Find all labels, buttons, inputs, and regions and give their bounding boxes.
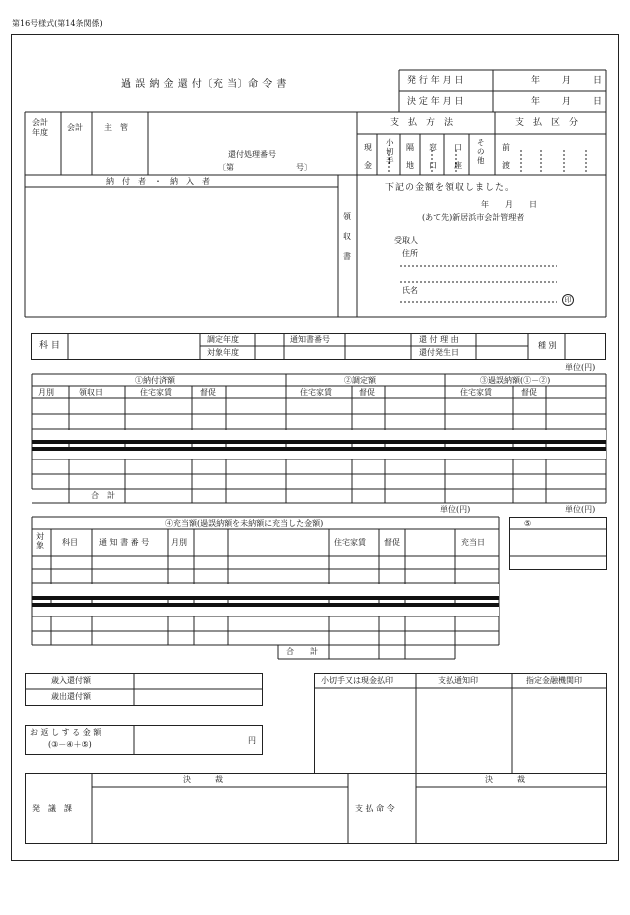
name-label: 氏名 bbox=[402, 286, 418, 295]
decision-label-2: 決 裁 bbox=[485, 775, 525, 784]
col-rent-2: 住宅家賃 bbox=[300, 388, 332, 397]
payment-category-label: 支 払 区 分 bbox=[515, 118, 579, 128]
accounting: 会計 bbox=[67, 123, 83, 132]
payment-method-label: 支 払 方 法 bbox=[390, 118, 454, 128]
refund-reason-label: 還 付 理 由 bbox=[419, 335, 459, 344]
issue-year-unit: 年 bbox=[531, 76, 541, 86]
supervisor: 主 管 bbox=[104, 123, 128, 132]
issue-day-unit: 日 bbox=[593, 76, 603, 86]
pm-window: 窓 口 bbox=[429, 143, 437, 170]
expense-refund-label: 歳出還付額 bbox=[51, 692, 91, 701]
unit-label-3: 単位(円) bbox=[565, 505, 596, 514]
decision-label-1: 決 裁 bbox=[183, 775, 223, 784]
refund-no-open: 〔第 bbox=[218, 163, 234, 172]
total-label-1: 合 計 bbox=[91, 491, 115, 500]
recipient-label: 受取人 bbox=[394, 236, 418, 245]
payment-notice-seal-label: 支払通知印 bbox=[438, 676, 478, 685]
receipt-text: 下記の金額を領収しました。 bbox=[385, 183, 516, 193]
accounting-year: 会計年度 bbox=[32, 118, 48, 137]
refund-no-close: 号〕 bbox=[296, 163, 312, 172]
issue-date-label: 発 行 年 月 日 bbox=[407, 76, 464, 86]
pm-account: 口 座 bbox=[454, 143, 462, 170]
bank-seal-label: 指定金融機関印 bbox=[526, 676, 582, 685]
col-rent-3: 住宅家賃 bbox=[460, 388, 492, 397]
col-demand-4: 督促 bbox=[384, 538, 400, 547]
col-demand-1: 督促 bbox=[200, 388, 216, 397]
decision-month-unit: 月 bbox=[562, 97, 572, 107]
kind-label: 種 別 bbox=[538, 341, 557, 350]
col-demand-2: 督促 bbox=[359, 388, 375, 397]
col-month: 月別 bbox=[38, 388, 54, 397]
pm-other: そ の 他 bbox=[477, 138, 485, 165]
payment-order-label: 支 払 命 令 bbox=[355, 804, 395, 813]
pm-cash: 現 金 bbox=[364, 143, 372, 170]
col-target: 対 象 bbox=[36, 532, 44, 550]
pm-check: 小 切 手 bbox=[386, 138, 394, 165]
col-subject: 科目 bbox=[62, 538, 78, 547]
form-number: 第16号様式(第14条関係) bbox=[12, 19, 103, 28]
decision-day-unit: 日 bbox=[593, 97, 603, 107]
refund-no-label: 還付処理番号 bbox=[228, 150, 276, 159]
pm-advance: 前 渡 bbox=[502, 143, 510, 170]
receipt-label: 領 収 書 bbox=[343, 212, 351, 261]
receipt-date: 年 月 日 bbox=[481, 200, 537, 209]
col-month-2: 月別 bbox=[171, 538, 187, 547]
adjusted-amount-header: ②調定額 bbox=[344, 376, 376, 385]
check-cash-seal-label: 小切手又は現金払印 bbox=[321, 676, 393, 685]
unit-label-2: 単位(円) bbox=[440, 505, 471, 514]
address-label: 住所 bbox=[402, 249, 418, 258]
form-title: 過 誤 納 金 還 付〔充 当〕命 令 書 bbox=[121, 79, 287, 90]
col-rent-1: 住宅家賃 bbox=[140, 388, 172, 397]
receipt-to: (あて先)新居浜市会計管理者 bbox=[422, 213, 525, 222]
revenue-refund-label: 歳入還付額 bbox=[51, 676, 91, 685]
adjust-year-label: 調定年度 bbox=[207, 335, 239, 344]
total-label-2: 合 計 bbox=[286, 647, 318, 656]
applied-amount-header: ④充当額(過誤納額を未納額に充当した金額) bbox=[165, 519, 324, 528]
unit-label-1: 単位(円) bbox=[565, 363, 596, 372]
target-year-label: 対象年度 bbox=[207, 348, 239, 357]
originating-dept-label: 発 議 課 bbox=[32, 804, 72, 813]
decision-date-label: 決 定 年 月 日 bbox=[407, 97, 464, 107]
pm-remote: 隔 地 bbox=[406, 143, 414, 170]
return-formula: (③－④＋⑤) bbox=[48, 740, 92, 749]
refund-date-label: 還付発生日 bbox=[419, 348, 459, 357]
col-receipt-day: 領収日 bbox=[79, 388, 103, 397]
decision-year-unit: 年 bbox=[531, 97, 541, 107]
col-rent-4: 住宅家賃 bbox=[334, 538, 366, 547]
seal-mark bbox=[562, 289, 574, 306]
return-amount-label: お 返 し す る 金 額 bbox=[30, 728, 102, 737]
seal-icon: 印 bbox=[562, 294, 574, 306]
subject-label: 科 目 bbox=[39, 341, 60, 351]
notice-no-label: 通知書番号 bbox=[290, 335, 330, 344]
circle5-header: ⑤ bbox=[524, 519, 532, 528]
col-applied-day: 充当日 bbox=[461, 538, 485, 547]
issue-month-unit: 月 bbox=[562, 76, 572, 86]
yen-unit: 円 bbox=[248, 736, 256, 745]
payer-label: 納 付 者 ・ 納 入 者 bbox=[106, 177, 210, 186]
col-notice-no: 通 知 書 番 号 bbox=[99, 538, 150, 547]
col-demand-3: 督促 bbox=[521, 388, 537, 397]
paid-amount-header: ①納付済額 bbox=[135, 376, 175, 385]
overpaid-amount-header: ③過誤納額(①－②) bbox=[480, 376, 551, 385]
